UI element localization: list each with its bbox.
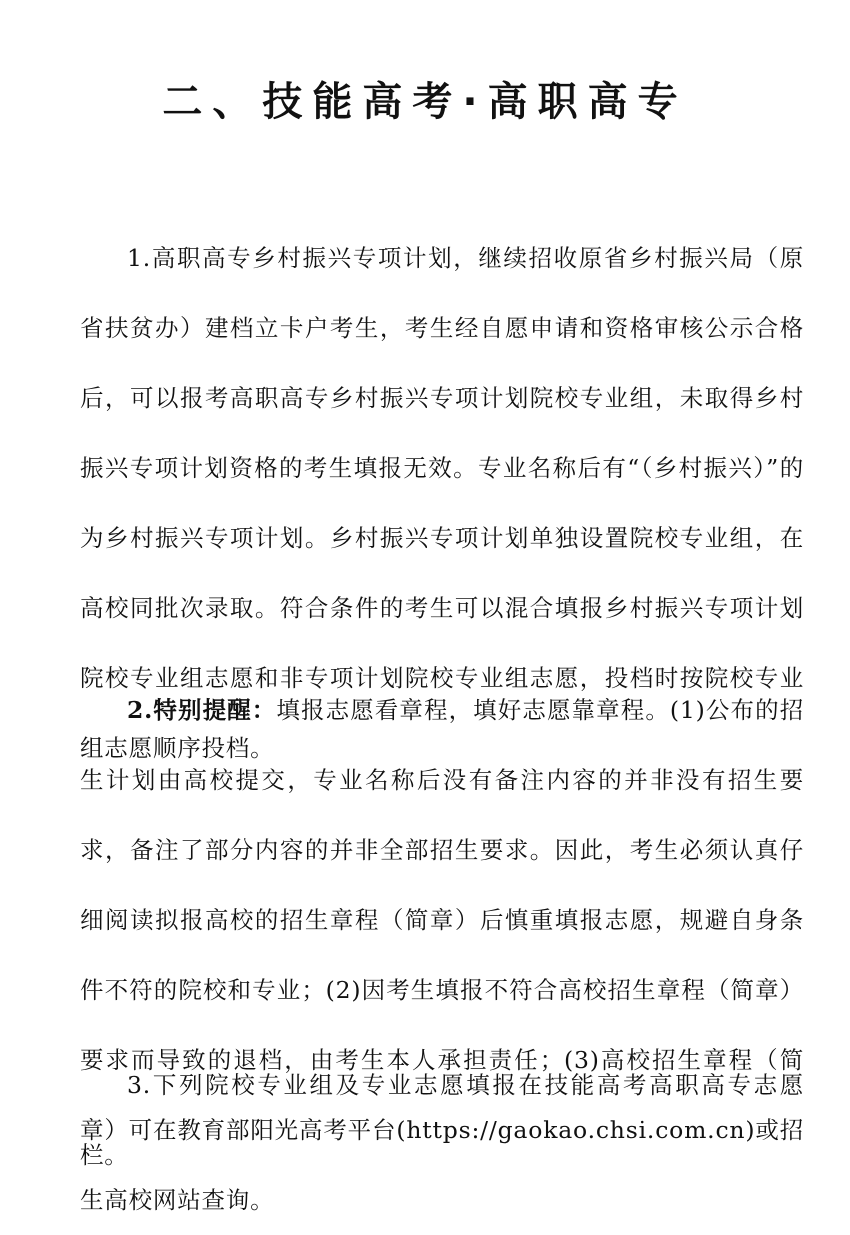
special-reminder-text: 填报志愿看章程，填好志愿靠章程。(1)公布的招生计划由高校提交，专业名称后没有备注内容的并非没有招生要求，备注了部分内容的并非全部招生要求。因此，考生必须认真仔细阅读拟报高校的招生章程（简章）后慎重填报志愿，规避自身条件不符的院校和专业；(2)因考生填报不符合高校招生章程（简章）要求而导致的退档，由考生本人承担责任；(3)高校招生章程（简章）可在教育部阳光高考平台(https://gaokao.chsi.com.cn)或招生高校网站查询。 [80, 696, 804, 1214]
paragraph-rural-revitalization-plan: 1.高职高专乡村振兴专项计划，继续招收原省乡村振兴局（原省扶贫办）建档立卡户考生，考生经自愿申请和资格审核公示合格后，可以报考高职高专乡村振兴专项计划院校专业组，未取得乡村振兴专项计划资格的考生填报无效。专业名称后有“（乡村振兴）”的为乡村振兴专项计划。乡村振兴专项计划单独设置院校专业组，在高校同批次录取。符合条件的考生可以混合填报乡村振兴专项计划院校专业组志愿和非专项计划院校专业组志愿，投档时按院校专业组志愿顺序投档。 [80, 244, 804, 762]
special-reminder-label: 2.特别提醒： [127, 696, 277, 724]
paragraph-volunteer-column-note: 3.下列院校专业组及专业志愿填报在技能高考高职高专志愿栏。 [80, 1071, 804, 1169]
page-title: 二、技能高考·高职高专 [162, 79, 688, 125]
